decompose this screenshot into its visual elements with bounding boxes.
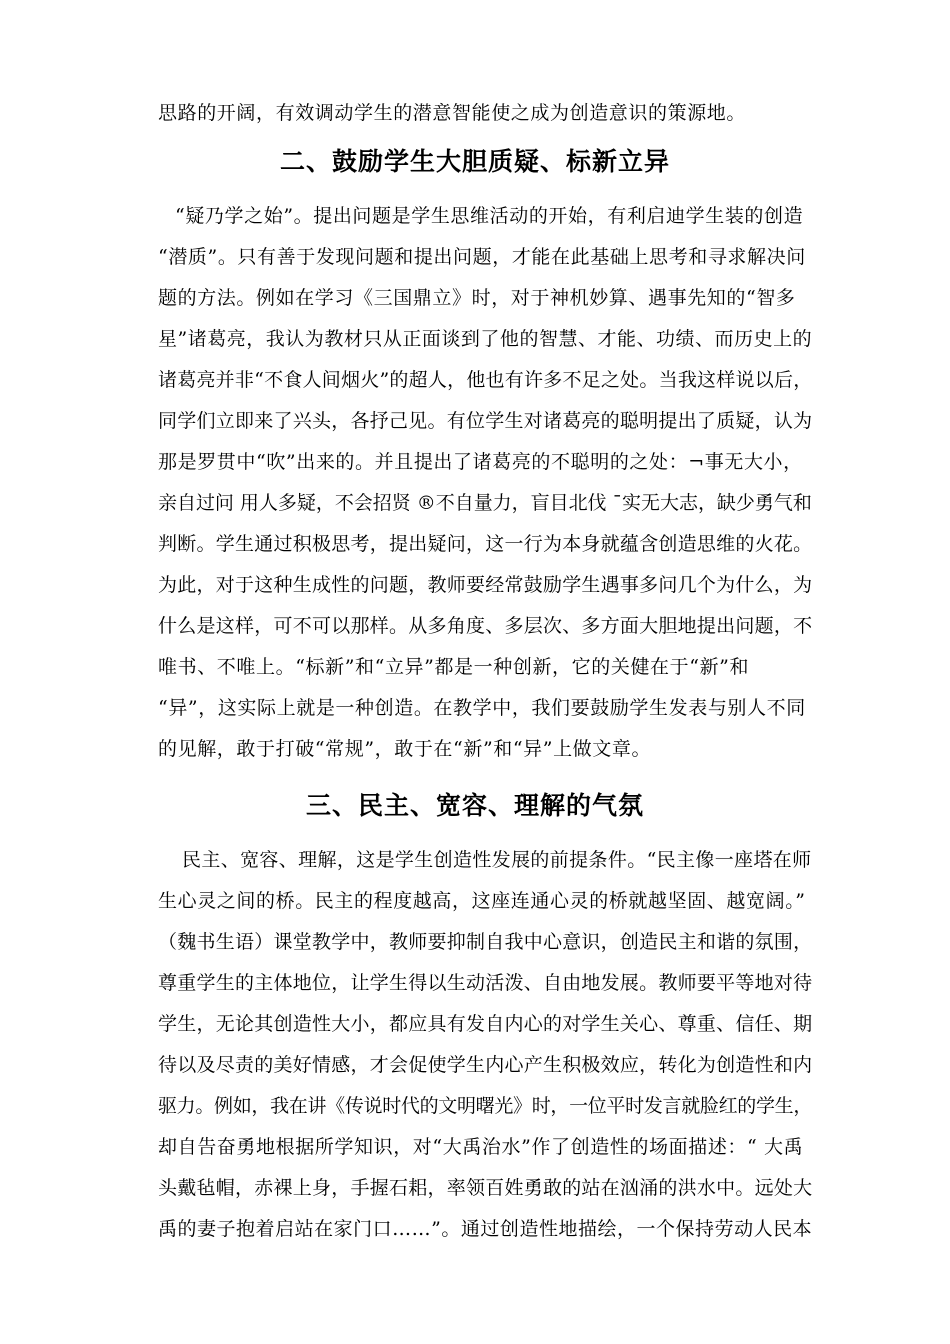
section-3-line: 生心灵之间的桥。民主的程度越高，这座连通心灵的桥就越坚固、越宽阔。” <box>158 890 806 912</box>
intro-line: 思路的开阔，有效调动学生的潜意智能使之成为创造意识的策源地。 <box>158 102 747 124</box>
section-2-line: 什么是这样，可不可以那样。从多角度、多层次、多方面大胆地提出问题，不 <box>158 615 813 637</box>
section-3-line: 尊重学生的主体地位，让学生得以生动活泼、自由地发展。教师要平等地对待 <box>158 972 813 994</box>
section-2-line: 诸葛亮并非“不食人间烟火”的超人，他也有许多不足之处。当我这样说以后， <box>158 369 813 391</box>
section-3-line: 民主、宽容、理解，这是学生创造性发展的前提条件。“民主像一座塔在师 <box>182 849 812 871</box>
section-3-line: 禹的妻子抱着启站在家门口……”。通过创造性地描绘，一个保持劳动人民本 <box>158 1218 813 1240</box>
section-3-heading: 三、民主、宽容、理解的气氛 <box>305 791 644 820</box>
section-2-heading: 二、鼓励学生大胆质疑、标新立异 <box>279 147 670 176</box>
section-2-line: 题的方法。例如在学习《三国鼎立》时，对于神机妙算、遇事先知的“智多 <box>158 287 796 309</box>
section-2-line: 亲自过问 用人多疑，不会招贤 ®不自量力，盲目北伐 ¯实无大志，缺少勇气和 <box>158 492 812 514</box>
section-3-line: （魏书生语）课堂教学中，教师要抑制自我中心意识，创造民主和谐的氛围， <box>158 931 813 953</box>
section-2-line: “疑乃学之始”。提出问题是学生思维活动的开始，有利启迪学生装的创造 <box>175 205 804 227</box>
section-2-line: 星”诸葛亮，我认为教材只从正面谈到了他的智慧、才能、功绩、而历史上的 <box>158 328 813 350</box>
section-3-line: 待以及尽责的美好情感，才会促使学生内心产生积极效应，转化为创造性和内 <box>158 1054 813 1076</box>
section-3-line: 学生，无论其创造性大小，都应具有发自内心的对学生关心、尊重、信任、期 <box>158 1013 813 1035</box>
section-2-line: 的见解，敢于打破“常规”，敢于在“新”和“异”上做文章。 <box>158 738 652 760</box>
section-2-line: 判断。学生通过积极思考，提出疑问，这一行为本身就蕴含创造思维的火花。 <box>158 533 813 555</box>
section-2-line: “潜质”。只有善于发现问题和提出问题，才能在此基础上思考和寻求解决问 <box>158 246 806 268</box>
section-2-line: 同学们立即来了兴头，各抒己见。有位学生对诸葛亮的聪明提出了质疑，认为 <box>158 410 813 432</box>
section-2-line: 那是罗贯中“吹”出来的。并且提出了诸葛亮的不聪明的之处：¬事无大小， <box>158 451 803 473</box>
section-3-line: 驱力。例如，我在讲《传说时代的文明曙光》时，一位平时发言就脸红的学生， <box>158 1095 813 1117</box>
section-3-line: 头戴毡帽，赤裸上身，手握石耜，率领百姓勇敢的站在汹涌的洪水中。远处大 <box>158 1177 813 1199</box>
section-2-line: 为此，对于这种生成性的问题，教师要经常鼓励学生遇事多问几个为什么，为 <box>158 574 813 596</box>
section-2-line: “异”，这实际上就是一种创造。在教学中，我们要鼓励学生发表与别人不同 <box>158 697 806 719</box>
section-3-line: 却自告奋勇地根据所学知识，对“大禹治水”作了创造性的场面描述：“ 大禹 <box>158 1136 804 1158</box>
section-2-line: 唯书、不唯上。“标新”和“立异”都是一种创新，它的关健在于“新”和 <box>158 656 750 678</box>
